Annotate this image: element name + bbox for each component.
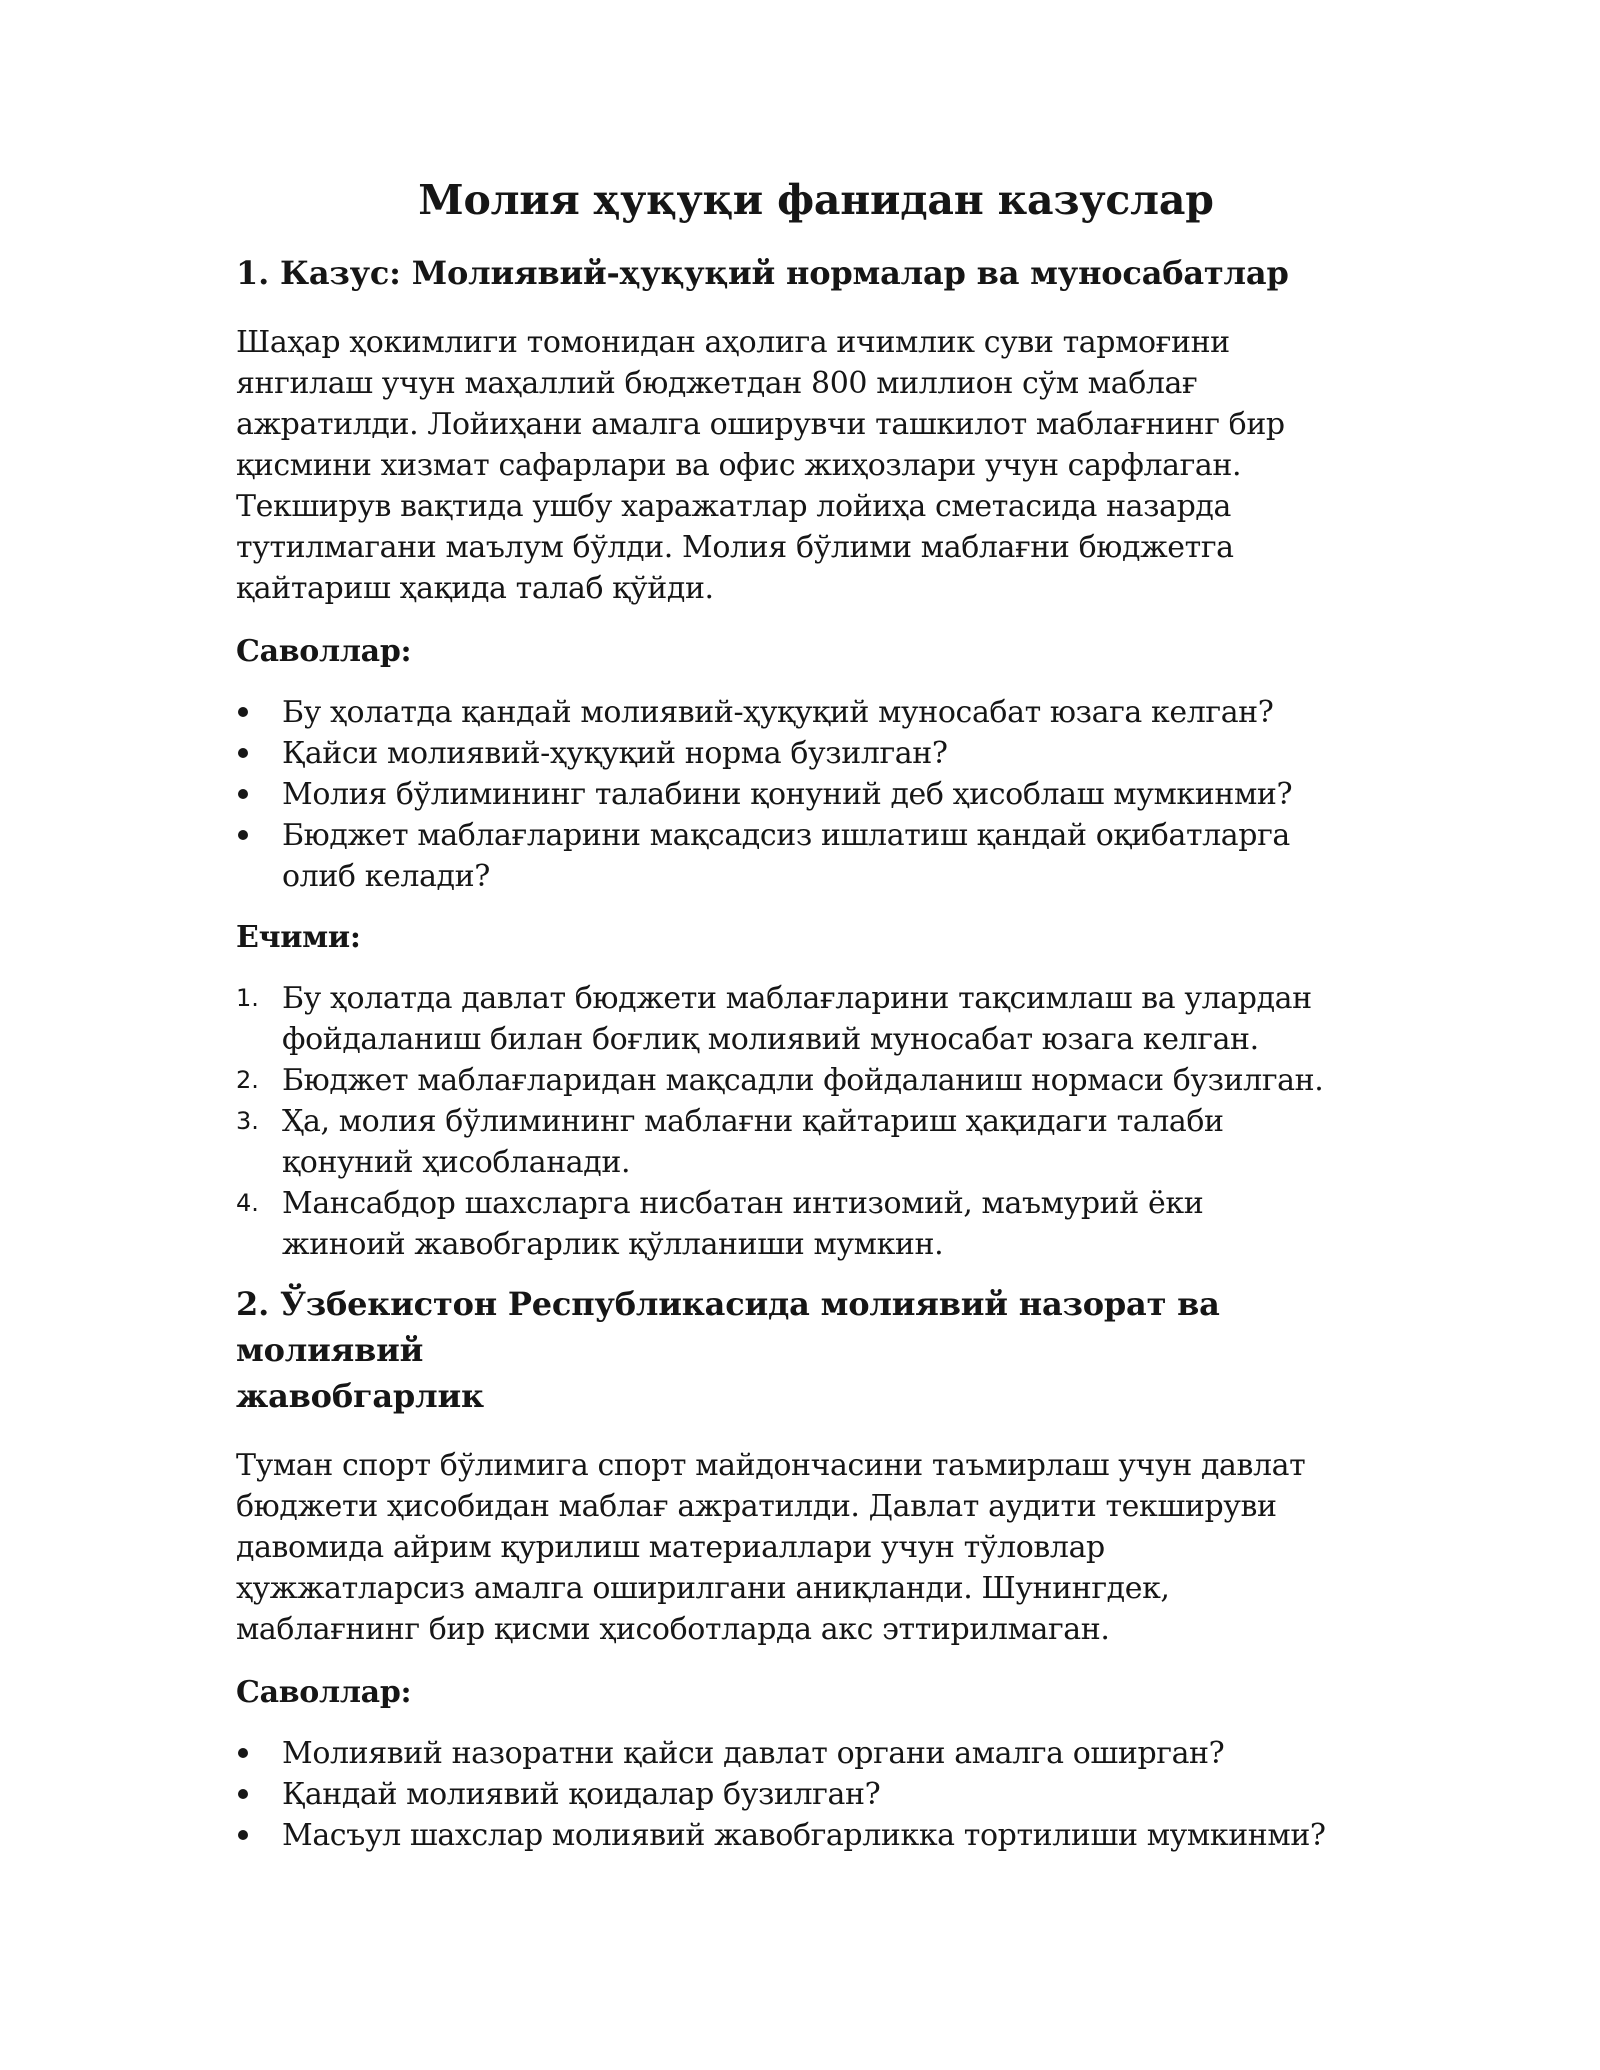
bullet-icon	[238, 707, 248, 717]
text-line: Текширув вақтида ушбу харажатлар лойиҳа сметасида назарда	[236, 489, 1231, 524]
list-number: 3.	[236, 1107, 259, 1135]
bullet-icon	[238, 1789, 248, 1799]
bullet-icon	[238, 1830, 248, 1840]
list-item	[236, 1060, 1396, 1101]
list-item	[236, 978, 1396, 1060]
list-item-line: қонуний ҳисобланади.	[282, 1145, 631, 1180]
list-item-line: фойдаланиш билан боғлиқ молиявий муносабат юзага келган.	[282, 1022, 1259, 1057]
text-line: маблағнинг бир қисми ҳисоботларда акс эттирилмаган.	[236, 1612, 1110, 1647]
list-item	[236, 692, 1396, 733]
text-line: тутилмагани маълум бўлди. Молия бўлими маблағни бюджетга	[236, 530, 1234, 565]
list-item	[236, 1183, 1396, 1265]
text-line: қайтариш ҳақида талаб қўйди.	[236, 571, 714, 606]
case-1-section	[236, 250, 1396, 1265]
list-item-line: Мансабдор шахсларга нисбатан интизомий, маъмурий ёки	[282, 1186, 1204, 1221]
text-line: ажратилди. Лойиҳани амалга оширувчи ташкилот маблағнинг бир	[236, 407, 1285, 442]
case-2-questions-label: Саволлар:	[236, 1675, 412, 1710]
case-1-heading: 1. Казус: Молиявий-ҳуқуқий нормалар ва муносабатлар	[236, 254, 1289, 292]
list-item-line: Бюджет маблағларидан мақсадли фойдаланиш нормаси бузилган.	[282, 1063, 1324, 1098]
list-item-line: Қайси молиявий-ҳуқуқий норма бузилган?	[282, 736, 948, 771]
list-item-line: Бюджет маблағларини мақсадсиз ишлатиш қандай оқибатларга	[282, 818, 1290, 853]
heading-line: жавобгарлик	[236, 1377, 484, 1415]
case-2-heading	[236, 1281, 1396, 1419]
list-item-line: олиб келади?	[282, 859, 490, 894]
list-item-line: Масъул шахслар молиявий жавобгарликка тортилиши мумкинми?	[282, 1818, 1326, 1853]
text-line: янгилаш учун маҳаллий бюджетдан 800 миллион сўм маблағ	[236, 366, 1198, 401]
bullet-icon	[238, 789, 248, 799]
bullet-icon	[238, 1748, 248, 1758]
list-item-line: жиноий жавобгарлик қўлланиши мумкин.	[282, 1227, 944, 1262]
list-item-line: Ҳа, молия бўлимининг маблағни қайтариш ҳақидаги талаби	[282, 1104, 1224, 1139]
document-page	[236, 168, 1396, 1856]
case-1-questions-list	[236, 692, 1396, 897]
text-line: ҳужжатларсиз амалга оширилгани аниқланди. Шунингдек,	[236, 1571, 1170, 1606]
list-item-line: Молиявий назоратни қайси давлат органи амалга оширган?	[282, 1736, 1225, 1771]
list-item-line: Молия бўлимининг талабини қонуний деб ҳисоблаш мумкинми?	[282, 777, 1293, 812]
text-line: давомида айрим қурилиш материаллари учун тўловлар	[236, 1530, 1105, 1565]
case-1-description	[236, 322, 1396, 609]
case-1-solution-list	[236, 978, 1396, 1265]
list-item-line: Бу ҳолатда қандай молиявий-ҳуқуқий муносабат юзага келган?	[282, 695, 1274, 730]
text-line: Шаҳар ҳокимлиги томонидан аҳолига ичимлик суви тармоғини	[236, 325, 1230, 360]
case-2-description	[236, 1445, 1396, 1650]
case-2-questions-list	[236, 1733, 1396, 1856]
case-2-section	[236, 1281, 1396, 1856]
list-item-line: Қандай молиявий қоидалар бузилган?	[282, 1777, 881, 1812]
text-line: Туман спорт бўлимига спорт майдончасини таъмирлаш учун давлат	[236, 1448, 1306, 1483]
list-item	[236, 774, 1396, 815]
bullet-icon	[238, 830, 248, 840]
list-item	[236, 1101, 1396, 1183]
list-item	[236, 815, 1396, 897]
list-item	[236, 1733, 1396, 1774]
list-item	[236, 733, 1396, 774]
list-number: 1.	[236, 984, 259, 1012]
case-1-solution-label: Ечими:	[236, 920, 361, 955]
list-number: 2.	[236, 1066, 259, 1094]
case-1-questions-label: Саволлар:	[236, 634, 412, 669]
list-number: 4.	[236, 1189, 259, 1217]
heading-line: 2. Ўзбекистон Республикасида молиявий назорат ва молиявий	[236, 1285, 1220, 1369]
list-item-line: Бу ҳолатда давлат бюджети маблағларини тақсимлаш ва улардан	[282, 981, 1312, 1016]
list-item	[236, 1815, 1396, 1856]
text-line: бюджети ҳисобидан маблағ ажратилди. Давлат аудити текшируви	[236, 1489, 1277, 1524]
text-line: қисмини хизмат сафарлари ва офис жиҳозлари учун сарфлаган.	[236, 448, 1242, 483]
document-title: Молия ҳуқуқи фанидан казуслар	[418, 176, 1214, 224]
list-item	[236, 1774, 1396, 1815]
bullet-icon	[238, 748, 248, 758]
